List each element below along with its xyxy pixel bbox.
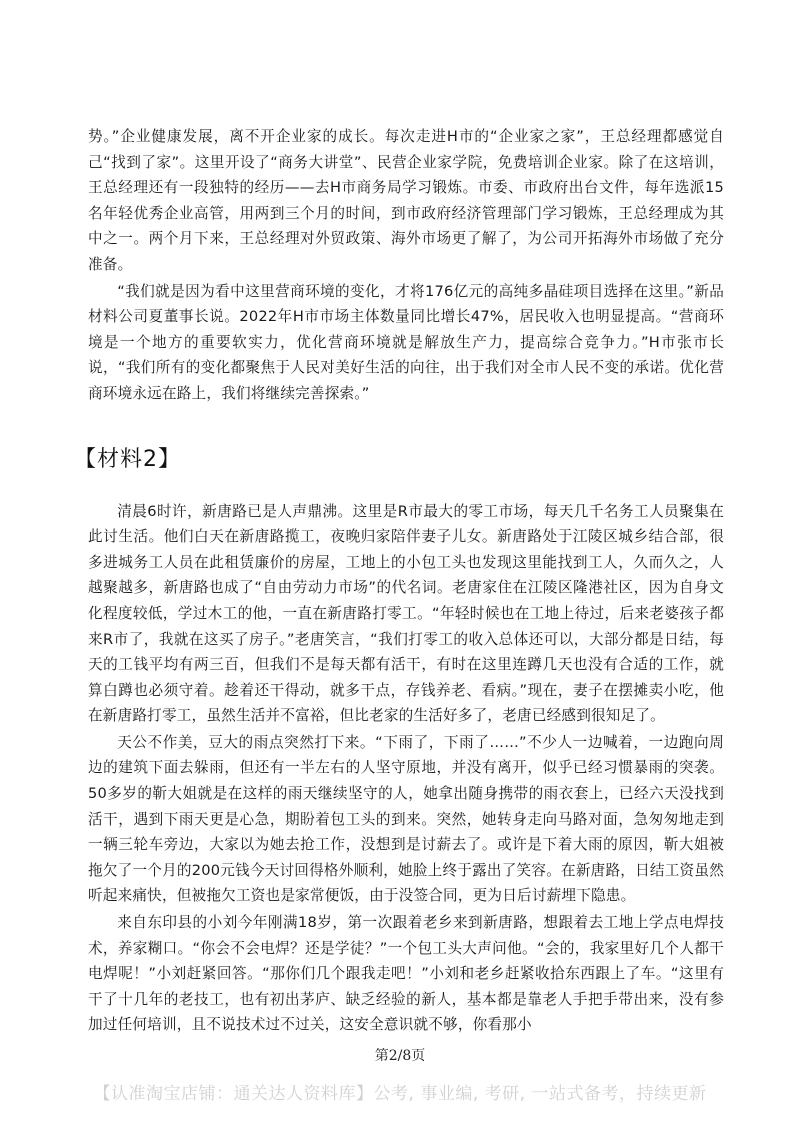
paragraph-xintang-road: 清晨6时许，新唐路已是人声鼎沸。这里是R市最大的零工市场，每天几千名务工人员聚集在此讨生活。他们白天在新唐路揽工，夜晚归家陪伴妻子儿女。新唐路处于江陵区城乡结合部，很多进城务工人员在此租赁廉价的房屋，工地上的小包工头也发现这里能找到工人，久而久之，人越聚越多，新唐路也成了“自由劳动力市场”的代名词。老唐家住在江陵区隆港社区，因为自身文化程度较低，学过木工的他，一直在新唐路打零工。“年轻时候也在工地上待过，后来老婆孩子都来R市了，我就在这买了房子。”老唐笑言，“我们打零工的收入总体还可以，大部分都是日结，每天的工钱平均有两三百，但我们不是每天都有活干，有时在这里连蹲几天也没有合适的工作，就算白蹲也必须守着。趁着还干得动，就多干点，存钱养老、看病。”现在，妻子在摆摊卖小吃，他在新唐路打零工，虽然生活并不富裕，但比老家的生活好多了，老唐已经感到很知足了。	[88, 502, 724, 725]
page-number: 第2/8页	[374, 1048, 426, 1064]
paragraph-rain: 天公不作美，豆大的雨点突然打下来。“下雨了，下雨了……”不少人一边喊着，一边跑向周边的建筑下面去躲雨，但还有一半左右的人坚守原地，并没有离开，似乎已经习惯暴雨的突袭。50多岁的靳大姐就是在这样的雨天继续坚守的人，她拿出随身携带的雨衣套上，已经六天没找到活干，遇到下雨天更是心急，期盼着包工头的到来。突然，她转身走向马路对面，急匆匆地走到一辆三轮车旁边，大家以为她去抢工作，没想到是讨薪去了。或许是下着大雨的原因，靳大姐被拖欠了一个月的200元钱今天讨回得格外顺利，她脸上终于露出了笑容。在新唐路，日结工资虽然听起来痛快，但被拖欠工资也是家常便饭，由于没签合同，更为日后讨薪埋下隐患。	[88, 733, 724, 905]
paragraph-material1-continued: 势。”企业健康发展，离不开企业家的成长。每次走进H市的“企业家之家”，王总经理都感觉自己“找到了家”。这里开设了“商务大讲堂”、民营企业家学院，免费培训企业家。除了在这培训，王总经理还有一段独特的经历——去H市商务局学习锻炼。市委、市政府出台文件，每年选派15名年轻优秀企业高管，用两到三个月的时间，到市政府经济管理部门学习锻炼，王总经理成为其中之一。两个月下来，王总经理对外贸政策、海外市场更了解了，为公司开拓海外市场做了充分准备。	[88, 128, 724, 273]
paragraph-material1-quote: “我们就是因为看中这里营商环境的变化，才将176亿元的高纯多晶硅项目选择在这里。”新品材料公司夏董事长说。2022年H市市场主体数量同比增长47%，居民收入也明显提高。“营商环境是一个地方的重要软实力，优化营商环境就是解放生产力，提高综合竞争力。”H市张市长说，“我们所有的变化都聚焦于人民对美好生活的向往，出于我们对全市人民不变的承诺。优化营商环境永远在路上，我们将继续完善探索。”	[88, 282, 724, 402]
watermark-text: 【认准淘宝店铺：通关达人资料库】公考, 事业编, 考研, 一站式备考，持续更新	[93, 1084, 707, 1104]
document-body	[74, 124, 724, 1038]
paragraph-xiao-liu: 来自东印县的小刘今年刚满18岁，第一次跟着老乡来到新唐路，想跟着去工地上学点电焊技术，养家糊口。“你会不会电焊？还是学徒？”一个包工头大声问他。“会的，我家里好几个人都干电焊呢！”小刘赶紧回答。“那你们几个跟我走吧！”小刘和老乡赶紧收拾东西跟上了车。“这里有干了十几年的老技工，也有初出茅庐、缺乏经验的新人，基本都是靠老人手把手带出来，没有参加过任何培训，且不说技术过不过关，这安全意识就不够，你看那小	[88, 914, 724, 1034]
section-heading-material2: 【材料2】	[74, 446, 181, 472]
